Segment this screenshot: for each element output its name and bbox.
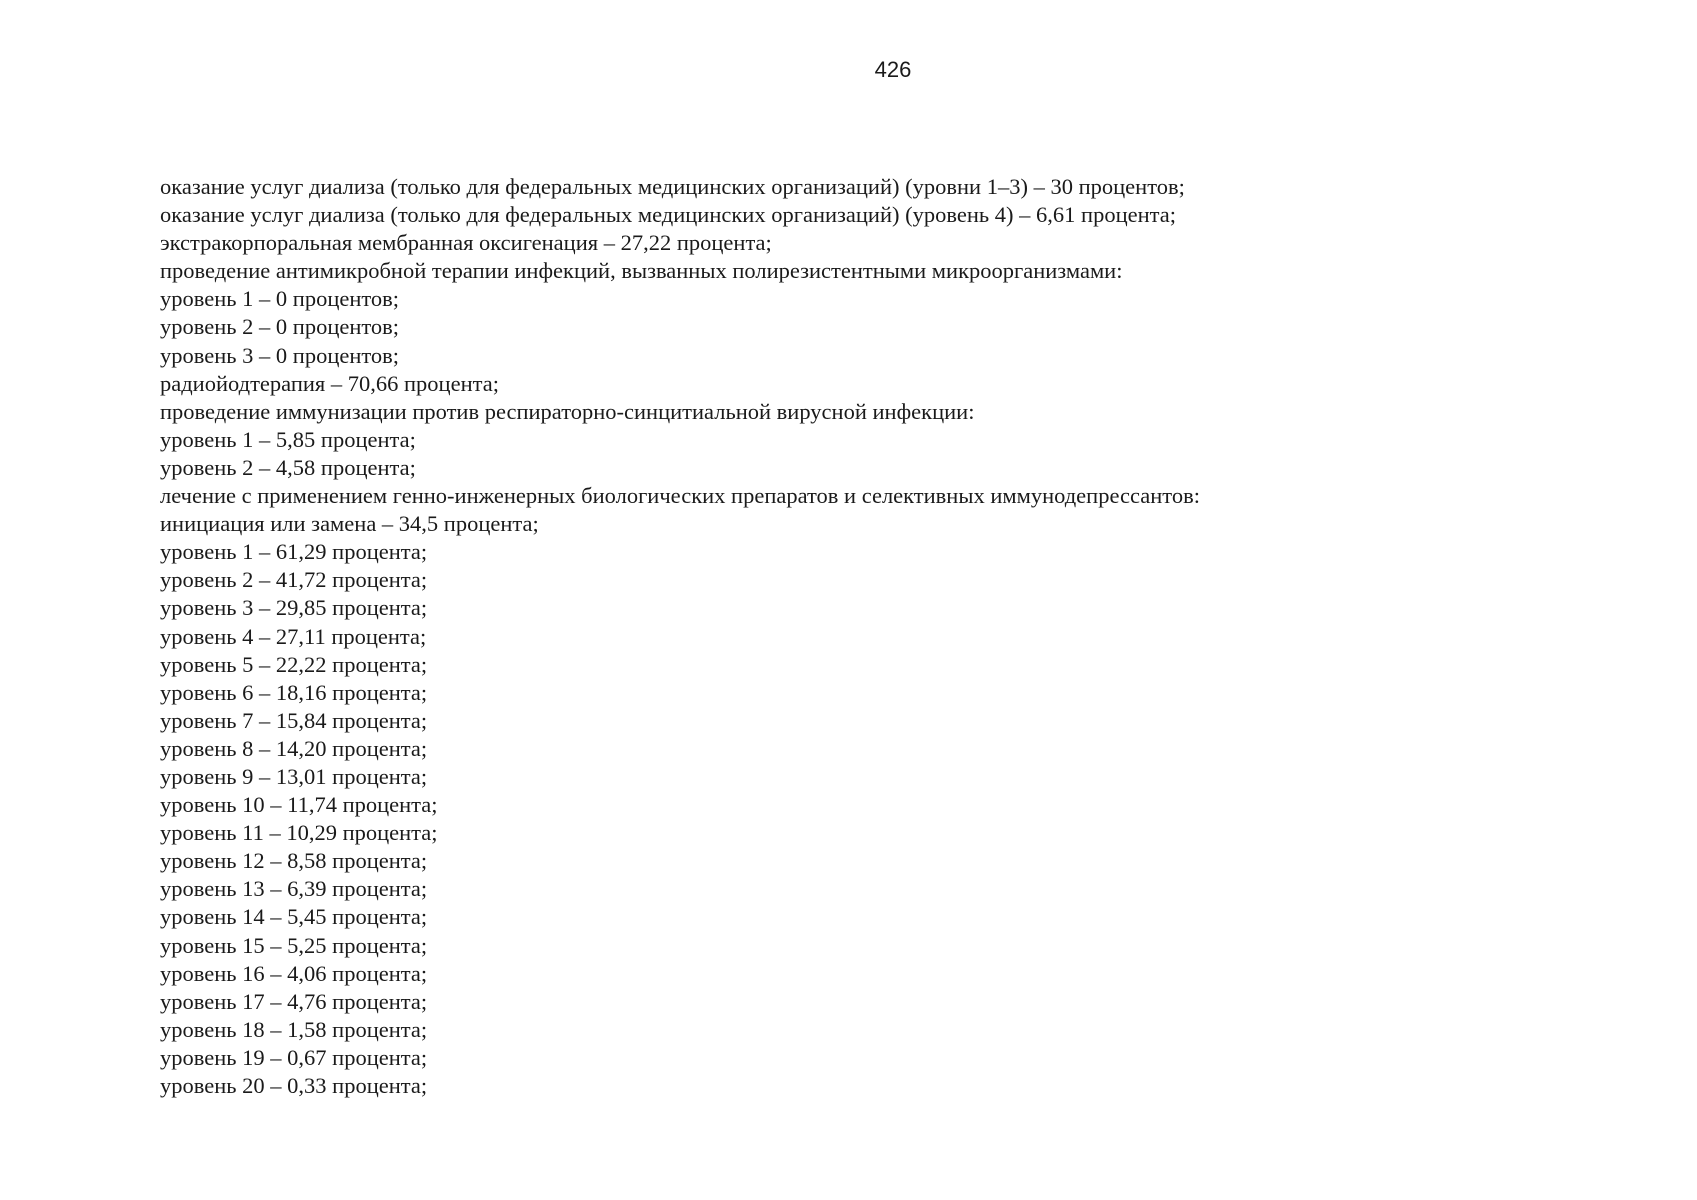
text-line: уровень 18 – 1,58 процента;	[160, 1016, 428, 1042]
text-line: уровень 11 – 10,29 процента;	[160, 820, 438, 846]
text-line: уровень 14 – 5,45 процента;	[160, 904, 428, 930]
text-line: уровень 1 – 61,29 процента;	[160, 539, 428, 565]
text-line: уровень 3 – 29,85 процента;	[160, 595, 428, 621]
text-line: уровень 9 – 13,01 процента;	[160, 763, 428, 789]
text-line: проведение антимикробной терапии инфекций, вызванных полирезистентными микроорганизмами:	[160, 258, 1123, 284]
text-line: уровень 5 – 22,22 процента;	[160, 651, 428, 677]
text-line: радиойодтерапия – 70,66 процента;	[160, 370, 499, 396]
text-line: уровень 6 – 18,16 процента;	[160, 679, 428, 705]
text-line: уровень 16 – 4,06 процента;	[160, 960, 428, 986]
text-line: уровень 10 – 11,74 процента;	[160, 792, 438, 818]
document-body	[160, 173, 1600, 1100]
text-line: уровень 7 – 15,84 процента;	[160, 707, 428, 733]
text-line: лечение с применением генно-инженерных биологических препаратов и селективных иммунодепрессантов:	[160, 483, 1200, 509]
text-line: уровень 17 – 4,76 процента;	[160, 988, 428, 1014]
text-line: уровень 1 – 5,85 процента;	[160, 426, 416, 452]
text-line: уровень 4 – 27,11 процента;	[160, 623, 427, 649]
text-line: уровень 19 – 0,67 процента;	[160, 1044, 428, 1070]
text-line: уровень 3 – 0 процентов;	[160, 342, 400, 368]
text-line: уровень 12 – 8,58 процента;	[160, 848, 428, 874]
text-line: проведение иммунизации против респираторно-синцитиальной вирусной инфекции:	[160, 398, 975, 424]
text-line: уровень 2 – 4,58 процента;	[160, 454, 416, 480]
text-line: уровень 1 – 0 процентов;	[160, 286, 400, 312]
text-line: оказание услуг диализа (только для федеральных медицинских организаций) (уровень 4) – 6,61 процента;	[160, 202, 1176, 228]
text-line: инициация или замена – 34,5 процента;	[160, 511, 539, 537]
text-line: уровень 2 – 41,72 процента;	[160, 567, 428, 593]
text-line: уровень 2 – 0 процентов;	[160, 314, 400, 340]
text-line: уровень 8 – 14,20 процента;	[160, 735, 428, 761]
text-line: оказание услуг диализа (только для федеральных медицинских организаций) (уровни 1–3) – 30 процентов;	[160, 174, 1185, 199]
text-line: уровень 15 – 5,25 процента;	[160, 932, 428, 958]
text-line: экстракорпоральная мембранная оксигенация – 27,22 процента;	[160, 230, 772, 256]
page-number: 426	[874, 57, 912, 82]
text-line: уровень 20 – 0,33 процента;	[160, 1073, 428, 1098]
text-line: уровень 13 – 6,39 процента;	[160, 876, 428, 902]
